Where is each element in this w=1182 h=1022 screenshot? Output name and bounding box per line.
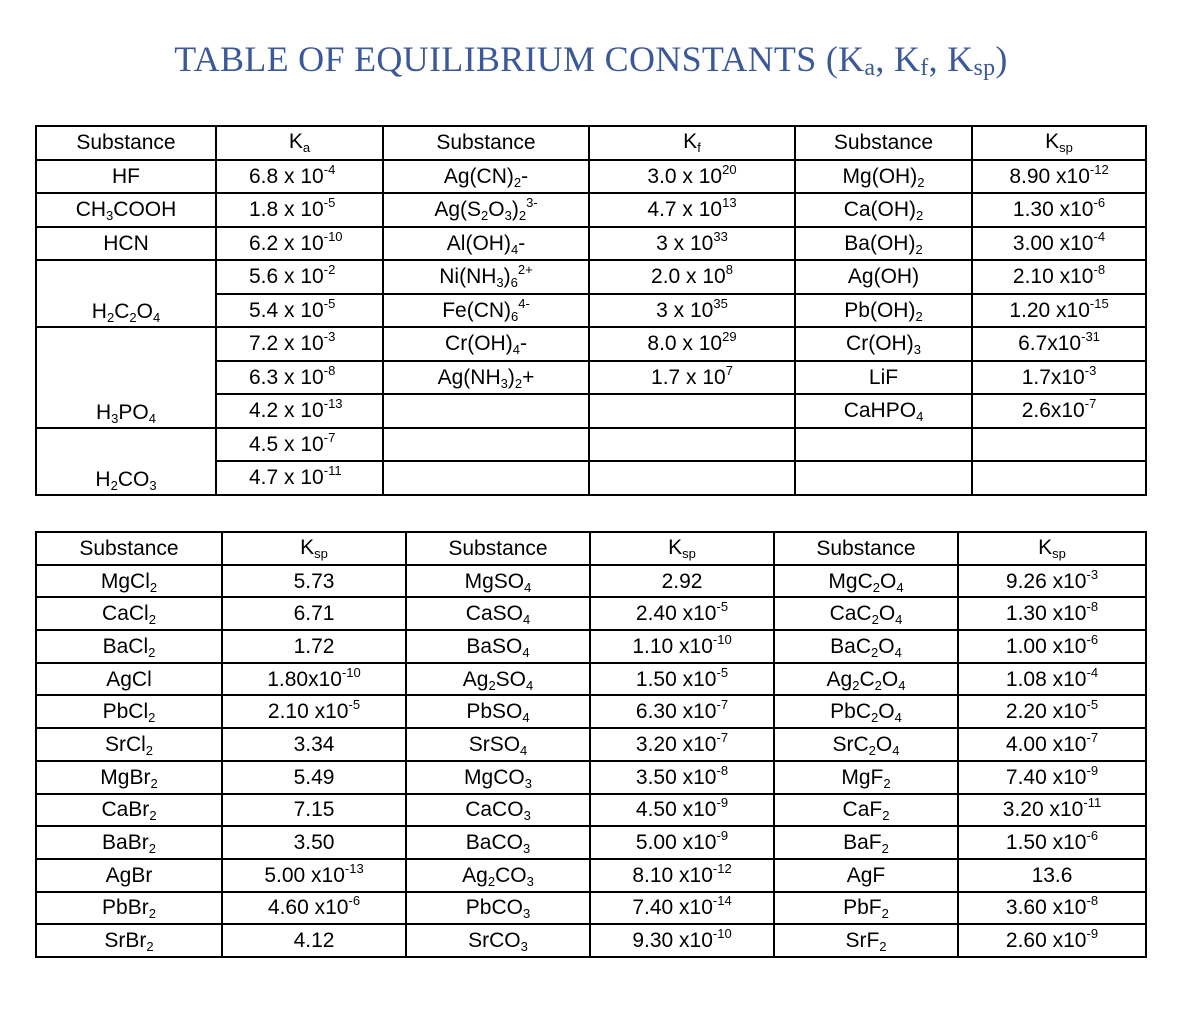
salt-name: MgCO$_3$ — [406, 761, 590, 794]
kf-value: 3 x $10^{33}$ — [589, 227, 795, 261]
hydroxide-name — [795, 461, 972, 495]
ka-value: 5.4 x $10^{-5}$ — [216, 294, 383, 328]
ksp-value: 4.50 $x10^{-9}$ — [590, 794, 774, 827]
ksp-value: 3.34 — [222, 728, 406, 761]
salt-name: BaCO$_3$ — [406, 826, 590, 859]
table-row — [36, 532, 1146, 565]
ksp-value: 5.49 — [222, 761, 406, 794]
ksp-value: 6.30 $x10^{-7}$ — [590, 695, 774, 728]
ksp-value: 3.50 — [222, 826, 406, 859]
kf-value — [589, 428, 795, 462]
table-row — [36, 826, 1146, 859]
table-row — [36, 126, 1146, 160]
salt-name: BaF$_2$ — [774, 826, 958, 859]
hydroxide-name: $Ca(OH)_2$ — [795, 193, 972, 227]
ksp-value: 4.12 — [222, 924, 406, 957]
ka-value: 7.2 x $10^{-3}$ — [216, 327, 383, 361]
salt-name: PbF$_2$ — [774, 892, 958, 925]
salt-name: SrSO$_4$ — [406, 728, 590, 761]
ksp-value: 1.20 $x10^{-15}$ — [972, 294, 1146, 328]
header-substance: Substance — [383, 126, 589, 160]
kf-value: 3 x $10^{35}$ — [589, 294, 795, 328]
complex-name: $Ni(NH_3)_6^{2+}$ — [383, 260, 589, 294]
ksp-value: 6.71 — [222, 597, 406, 630]
ksp-value: 7.40 $x10^{-9}$ — [958, 761, 1146, 794]
ksp-value: 1.50 $x10^{-6}$ — [958, 826, 1146, 859]
kf-value: 3.0 x $10^{20}$ — [589, 160, 795, 194]
ksp-value — [972, 428, 1146, 462]
ksp-value: 3.50 $x10^{-8}$ — [590, 761, 774, 794]
table-row — [36, 761, 1146, 794]
salt-name: $Ag_2CO_3$ — [406, 859, 590, 892]
table-row — [36, 260, 1146, 294]
table-row — [36, 327, 1146, 361]
ksp-value: 2.60 $x10^{-9}$ — [958, 924, 1146, 957]
salt-name: CaCO$_3$ — [406, 794, 590, 827]
hydroxide-name: Ag(OH) — [795, 260, 972, 294]
salt-name: SrCO$_3$ — [406, 924, 590, 957]
salt-name: SrBr$_2$ — [36, 924, 222, 957]
table-row — [36, 428, 1146, 462]
complex-name: $Cr(OH)_4-$ — [383, 327, 589, 361]
ksp-value: $1.80x10^{-10}$ — [222, 663, 406, 696]
ksp-value: 2.92 — [590, 565, 774, 598]
hydroxide-name: $Ba(OH)_2$ — [795, 227, 972, 261]
header-substance: Substance — [774, 532, 958, 565]
page-title: TABLE OF EQUILIBRIUM CONSTANTS ($K_a$, $K_f$, $K_{sp}$) — [174, 39, 1008, 81]
ksp-value: 2.20 $x10^{-5}$ — [958, 695, 1146, 728]
salt-name: BaCl$_2$ — [36, 630, 222, 663]
salt-name: PbCl$_2$ — [36, 695, 222, 728]
salt-name: $MgC_2O_4$ — [774, 565, 958, 598]
ka-value: 4.7 x $10^{-11}$ — [216, 461, 383, 495]
ksp-value: $6.7x10^{-31}$ — [972, 327, 1146, 361]
complex-name — [383, 428, 589, 462]
salt-name: MgBr$_2$ — [36, 761, 222, 794]
ksp-value: 1.10 $x10^{-10}$ — [590, 630, 774, 663]
ksp-value: 7.15 — [222, 794, 406, 827]
header-substance: Substance — [36, 126, 216, 160]
salt-name: CaF$_2$ — [774, 794, 958, 827]
ksp-value: 1.30 $x10^{-8}$ — [958, 597, 1146, 630]
salt-name: AgBr — [36, 859, 222, 892]
table-row — [36, 565, 1146, 598]
kf-value: 8.0 x $10^{29}$ — [589, 327, 795, 361]
acid-complex-hydroxide-table — [35, 125, 1147, 496]
ksp-value: 1.08 $x10^{-4}$ — [958, 663, 1146, 696]
ksp-value: 2.10 $x10^{-8}$ — [972, 260, 1146, 294]
table-row — [36, 794, 1146, 827]
complex-name — [383, 461, 589, 495]
table-row — [36, 892, 1146, 925]
ka-value: 6.8 x $10^{-4}$ — [216, 160, 383, 194]
salt-name: $Ag_2C_2O_4$ — [774, 663, 958, 696]
table-row — [36, 630, 1146, 663]
salt-name: BaSO$_4$ — [406, 630, 590, 663]
kf-value: 4.7 x $10^{13}$ — [589, 193, 795, 227]
ksp-value: $1.7x10^{-3}$ — [972, 361, 1146, 395]
salt-name: AgCl — [36, 663, 222, 696]
table-row — [36, 728, 1146, 761]
salt-name: BaBr$_2$ — [36, 826, 222, 859]
hydroxide-name: LiF — [795, 361, 972, 395]
ksp-value: 1.30 $x10^{-6}$ — [972, 193, 1146, 227]
salt-name: SrF$_2$ — [774, 924, 958, 957]
salt-name: $Ag_2SO_4$ — [406, 663, 590, 696]
ksp-value: 9.26 $x10^{-3}$ — [958, 565, 1146, 598]
acid-name: $H_2C_2O_4$ — [36, 260, 216, 327]
ksp-value: 5.00 $x10^{-9}$ — [590, 826, 774, 859]
kf-value — [589, 394, 795, 428]
hydroxide-name: $Mg(OH)_2$ — [795, 160, 972, 194]
ksp-value — [972, 461, 1146, 495]
acid-name: $H_2CO_3$ — [36, 428, 216, 495]
ka-value: 4.2 x $10^{-13}$ — [216, 394, 383, 428]
complex-name: $Ag(NH_3)_2+$ — [383, 361, 589, 395]
salt-name: CaSO$_4$ — [406, 597, 590, 630]
acid-name: HCN — [36, 227, 216, 261]
salt-name: $SrC_2O_4$ — [774, 728, 958, 761]
ksp-value: 1.72 — [222, 630, 406, 663]
salt-name: CaCl$_2$ — [36, 597, 222, 630]
header-ksp: Ksp — [958, 532, 1146, 565]
table-row — [36, 663, 1146, 696]
header-kf: Kf — [589, 126, 795, 160]
solubility-product-table — [35, 531, 1147, 958]
salt-name: AgF — [774, 859, 958, 892]
hydroxide-name — [795, 428, 972, 462]
complex-name — [383, 394, 589, 428]
ksp-value: 2.10 $x10^{-5}$ — [222, 695, 406, 728]
salt-name: PbBr$_2$ — [36, 892, 222, 925]
ksp-value: 13.6 — [958, 859, 1146, 892]
table-row — [36, 160, 1146, 194]
table-row — [36, 924, 1146, 957]
hydroxide-name: $Cr(OH)_3$ — [795, 327, 972, 361]
ka-value: 1.8 x $10^{-5}$ — [216, 193, 383, 227]
kf-value — [589, 461, 795, 495]
header-substance: Substance — [406, 532, 590, 565]
ksp-value: $2.6x10^{-7}$ — [972, 394, 1146, 428]
kf-value: 1.7 x $10^7$ — [589, 361, 795, 395]
ksp-value: 5.00 $x10^{-13}$ — [222, 859, 406, 892]
salt-name: $BaC_2O_4$ — [774, 630, 958, 663]
ksp-value: 3.60 $x10^{-8}$ — [958, 892, 1146, 925]
table-row — [36, 695, 1146, 728]
ksp-value: 8.10 $x10^{-12}$ — [590, 859, 774, 892]
header-substance: Substance — [795, 126, 972, 160]
ksp-value: 7.40 $x10^{-14}$ — [590, 892, 774, 925]
salt-name: PbSO$_4$ — [406, 695, 590, 728]
acid-name: $CH_3COOH$ — [36, 193, 216, 227]
header-ksp: Ksp — [590, 532, 774, 565]
header-ksp: Ksp — [222, 532, 406, 565]
ksp-value: 3.00 $x10^{-4}$ — [972, 227, 1146, 261]
salt-name: $PbC_2O_4$ — [774, 695, 958, 728]
acid-name: HF — [36, 160, 216, 194]
salt-name: MgF$_2$ — [774, 761, 958, 794]
header-ksp: Ksp — [972, 126, 1146, 160]
hydroxide-name: $Pb(OH)_2$ — [795, 294, 972, 328]
acid-name: $H_3PO_4$ — [36, 327, 216, 428]
ka-value: 4.5 x $10^{-7}$ — [216, 428, 383, 462]
ksp-value: 9.30 $x10^{-10}$ — [590, 924, 774, 957]
ksp-value: 1.50 $x10^{-5}$ — [590, 663, 774, 696]
ka-value: 6.2 x $10^{-10}$ — [216, 227, 383, 261]
complex-name: $Fe(CN)_6^{4-}$ — [383, 294, 589, 328]
ksp-value: 4.00 $x10^{-7}$ — [958, 728, 1146, 761]
salt-name: SrCl$_2$ — [36, 728, 222, 761]
ksp-value: 3.20 $x10^{-7}$ — [590, 728, 774, 761]
salt-name: CaBr$_2$ — [36, 794, 222, 827]
salt-name: $CaC_2O_4$ — [774, 597, 958, 630]
table-row — [36, 859, 1146, 892]
kf-value: 2.0 x $10^8$ — [589, 260, 795, 294]
ksp-value: 3.20 $x10^{-11}$ — [958, 794, 1146, 827]
ksp-value: 4.60 $x10^{-6}$ — [222, 892, 406, 925]
table-row — [36, 227, 1146, 261]
ksp-value: 2.40 $x10^{-5}$ — [590, 597, 774, 630]
ksp-value: 5.73 — [222, 565, 406, 598]
header-ka: Ka — [216, 126, 383, 160]
complex-name: $Ag(S_2O_3)_2^{3-}$ — [383, 193, 589, 227]
salt-name: PbCO$_3$ — [406, 892, 590, 925]
hydroxide-name: CaHPO$_4$ — [795, 394, 972, 428]
complex-name: $Ag(CN)_2-$ — [383, 160, 589, 194]
salt-name: MgSO$_4$ — [406, 565, 590, 598]
ksp-value: 1.00 $x10^{-6}$ — [958, 630, 1146, 663]
ksp-value: 8.90 $x10^{-12}$ — [972, 160, 1146, 194]
ka-value: 5.6 x $10^{-2}$ — [216, 260, 383, 294]
ka-value: 6.3 x $10^{-8}$ — [216, 361, 383, 395]
table-row — [36, 193, 1146, 227]
complex-name: $Al(OH)_4-$ — [383, 227, 589, 261]
header-substance: Substance — [36, 532, 222, 565]
table-row — [36, 597, 1146, 630]
salt-name: MgCl$_2$ — [36, 565, 222, 598]
